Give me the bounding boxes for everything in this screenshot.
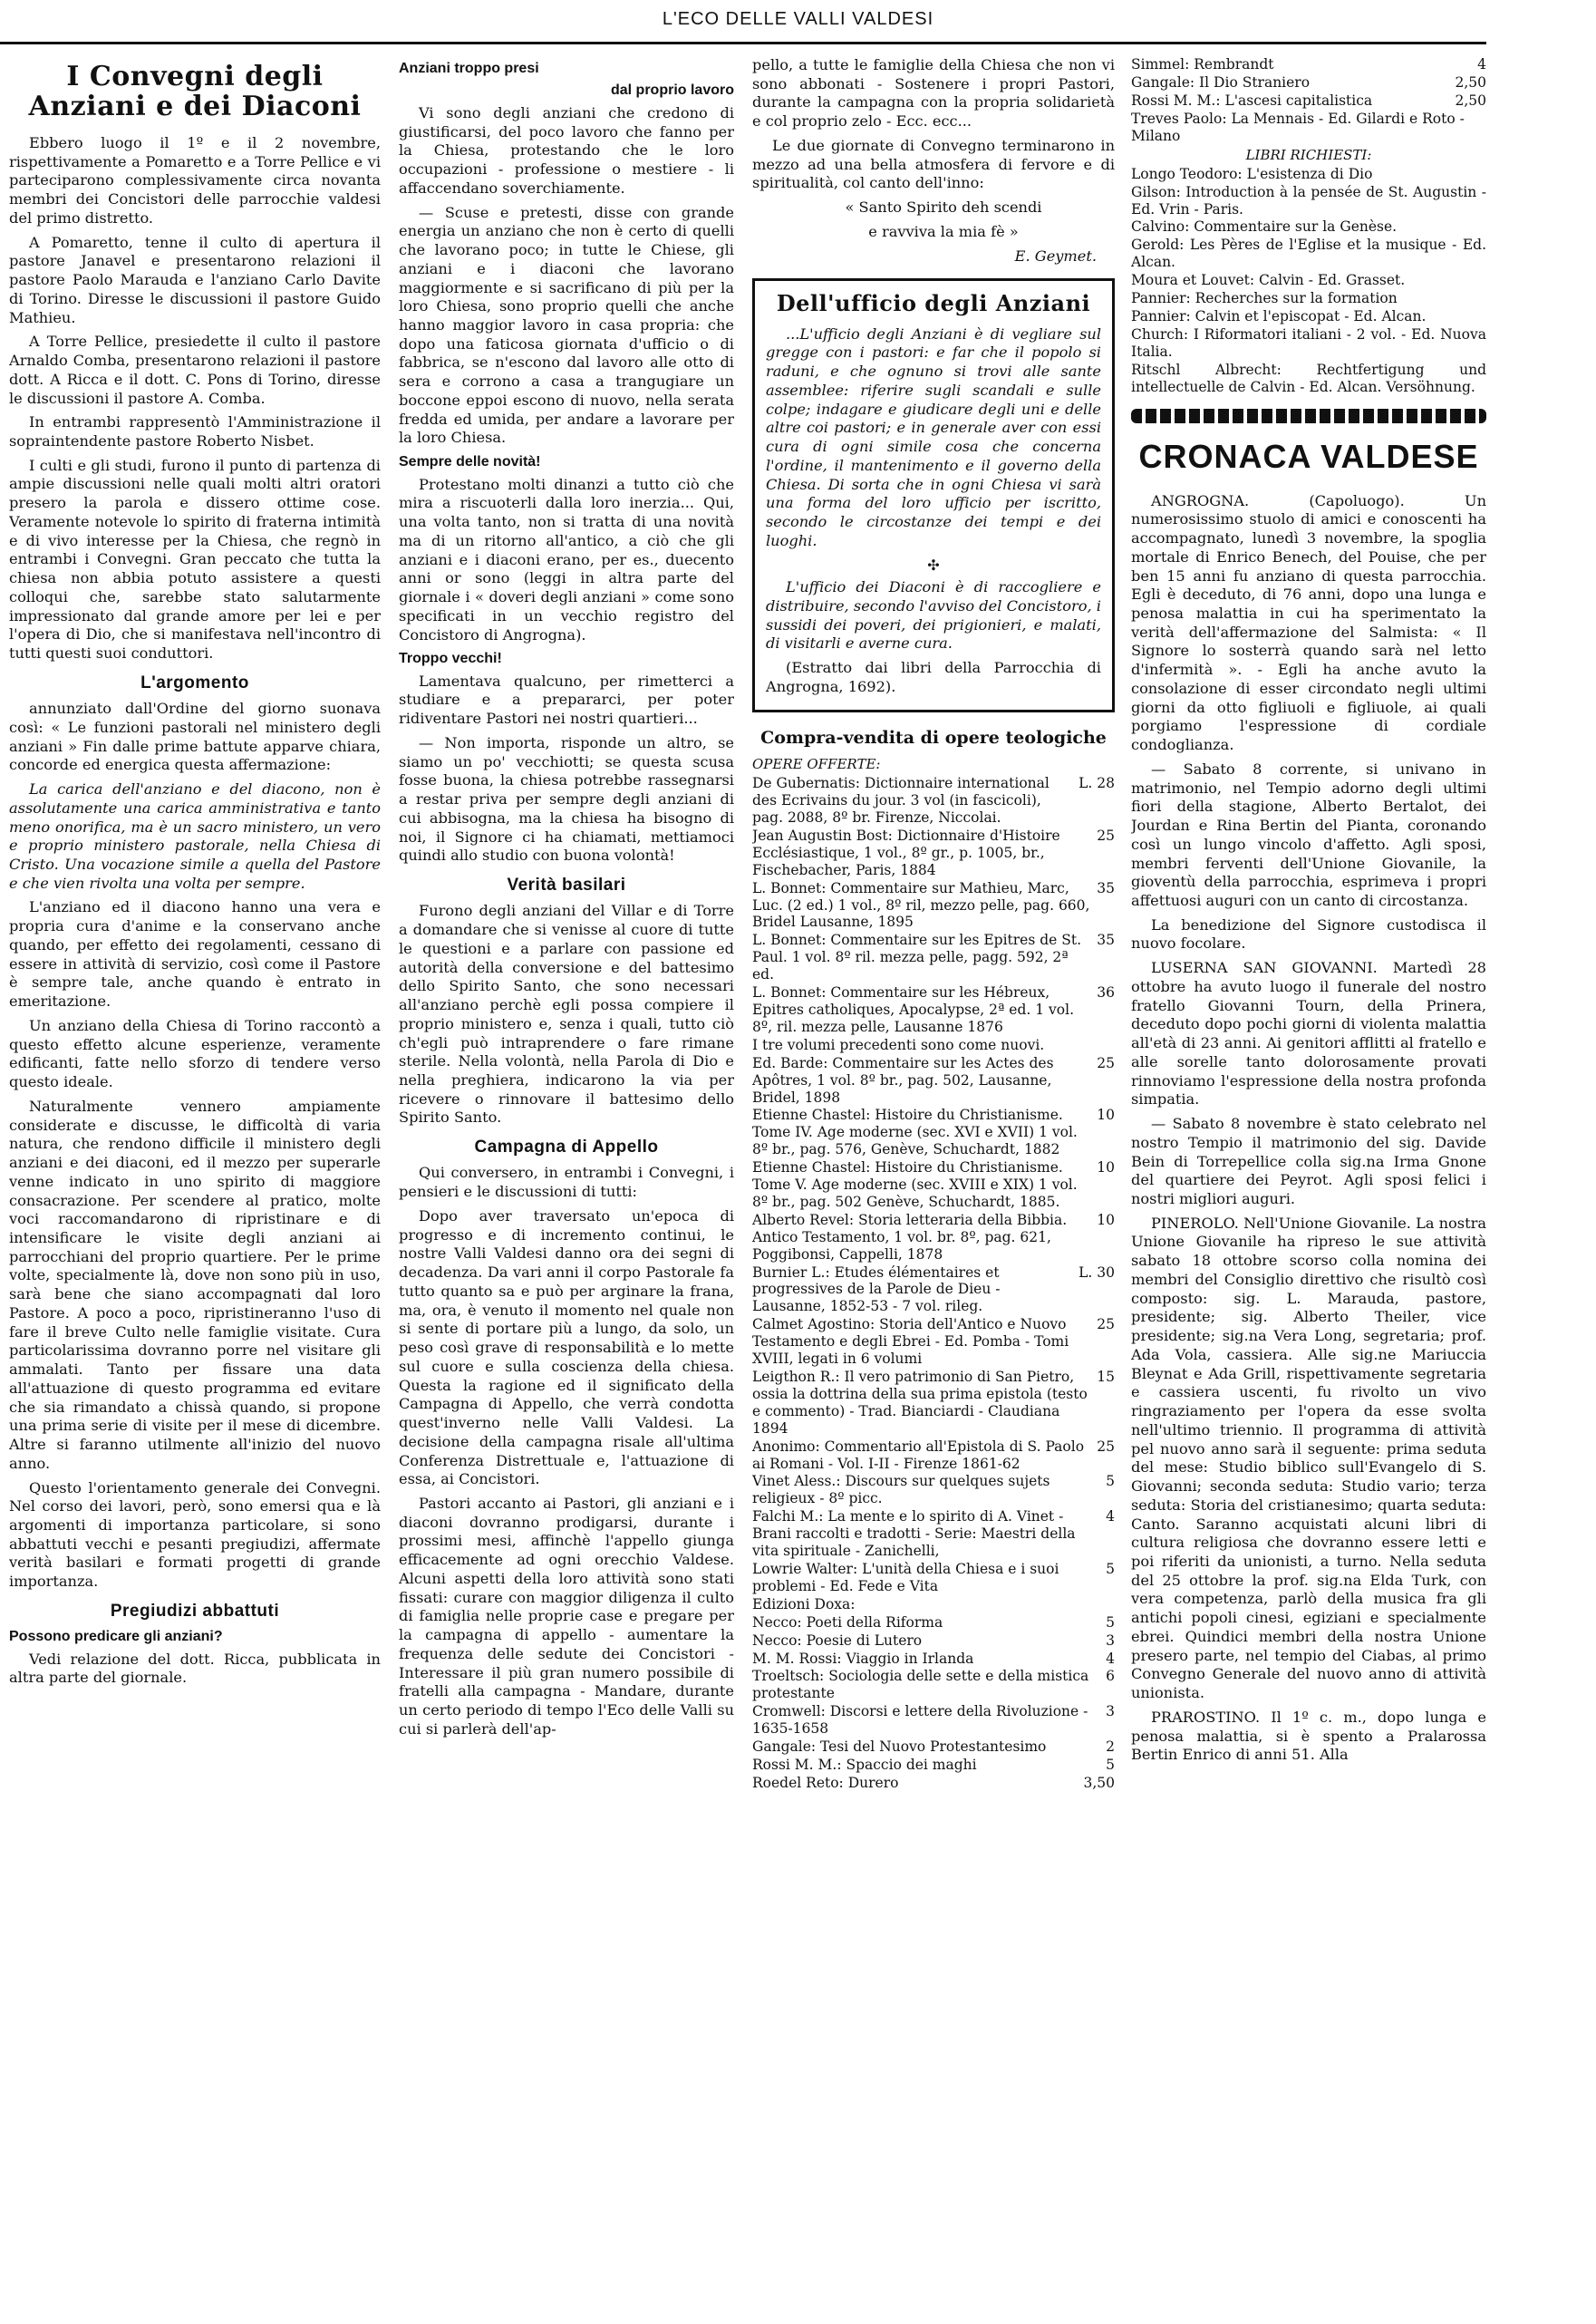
list-subtitle: OPERE OFFERTE: [752,756,881,772]
book-entry-text: Etienne Chastel: Histoire du Christianisme. Tome IV. Age moderne (sec. XVI e XVII) 1 vol. 8º br., pag. 576, Genève, Schuchardt, 1882 [752,1107,1078,1158]
book-entry [752,880,1115,932]
paragraph: Protestano molti dinanzi a tutto ciò che mira a riscuoterli dalla loro inerzia... Qui, una volta tanto, non si tratta di una novità ma di un ritorno all'antico, a ciò che gli anziani e i diaconi erano, per es., duecento anni or sono (leggi in altra parte del giornale i « doveri degli anziani » come sono specificati in un vecchio registro del Concistoro di Angrogna). [399,475,734,644]
book-entry [752,1212,1115,1264]
section-heading: L'argomento [140,673,249,692]
paragraph: A Pomaretto, tenne il culto di apertura il pastore Janavel e presentarono relazioni il pastore Paolo Marauda e l'anziano Carlo Davite di Torino. Diresse le discussioni il pastore Guido Mathieu. [9,233,381,326]
section-heading: Campagna di Appello [474,1138,659,1157]
requested-book-entry: Calvino: Commentaire sur la Genèse. [1131,218,1398,236]
book-entry-text: Rossi M. M.: L'ascesi capitalistica [1131,92,1373,109]
news-item: La benedizione del Signore custodisca il nuovo focolare. [1131,915,1486,953]
book-entry-price: 3,50 [1083,1774,1115,1791]
box-paragraph: ...L'ufficio degli Anziani è di vegliare sul gregge con i pastori: e far che il popolo si raduni, e che ognuno si trovi alle sante assemblee: riferire sugli scandali e sulle colpe; indagare e giudicare degli uni e delle altre coi pastori; e in generale aver con essi cura di ogni simile cosa che concerna l'ordine, il mantenimento e il governo della Chiesa. Di sorta che in ogni Chiesa vi sarà una forma del loro ufficio per iscritto, secondo le circostanze dei tempi e dei luoghi. [766,324,1101,549]
book-entry-text: Anonimo: Commentario all'Epistola di S. Paolo ai Romani - Vol. I-II - Firenze 1861-62 [752,1438,1085,1472]
paragraph: L'anziano ed il diacono hanno una vera e propria cura d'anime e la conservano anche quando, per effetto dei regolamenti, cessano di essere in attività di servizio, così come il Pastore è sempre tale, anche quando è entrato in emeritazione. [9,898,381,1011]
book-entry-text: L. Bonnet: Commentaire sur les Hébreux, Epitres catholiques, Apocalypse, 2ª ed. 1 vol. 8º, ril. mezza pelle, Lausanne 1876 [752,984,1075,1035]
book-entry-price: 3 [1106,1632,1115,1649]
book-entry-text: M. M. Rossi: Viaggio in Irlanda [752,1650,974,1667]
book-entry [752,1264,1115,1316]
paragraph: I culti e gli studi, furono il punto di partenza di ampie discussioni nelle quali molti altri oratori presero la parola e dissero ottime cose. Veramente notevole lo spirito di fraterna intimità e di vivo interesse per la Chiesa, che regnò in entrambi i Convegni. Gran peccato che tutta la chiesa non abbia potuto assistere a questi colloqui che, sarebbe stato salutarmente impressionato dal grande amore per lei e per l'opera di Dio, che si manifestava nell'incontro di tutti questi suoi conduttori. [9,456,381,663]
book-entry [752,1757,1115,1774]
news-item: — Sabato 8 corrente, si univano in matrimonio, nel Tempio adorno degli ultimi fiori della stagione, Alberto Bertalot, dei Jourdan e Rina Bertin del Pianta, coronando così un lungo vincolo d'affetto. Agli sposi, membri ferventi dell'Unione Giovanile, la gioventù della parrocchia, esprimeva i propri affettuosi auguri con un canto di circostanza. [1131,760,1486,909]
section-heading: Pregiudizi abbattuti [110,1601,280,1621]
book-entry-price: 5 [1106,1756,1115,1773]
book-entry-price: 2 [1106,1738,1115,1756]
paragraph: A Torre Pellice, presiedette il culto il pastore Arnaldo Comba, presentarono relazioni il pastore dott. A Ricca e il dott. C. Pons di Torino, diresse le discussioni il pastore A. Comba. [9,333,381,407]
offered-books-list-continued [1131,56,1486,145]
column-4 [1131,56,1486,2313]
news-item: — Sabato 8 novembre è stato celebrato nel nostro Tempio il matrimonio del sig. Davide Bein di Torrepellice colla sig.na Irma Gnone del quartiere dei Peyrot. Agli sposi felici i nostri migliori auguri. [1131,1115,1486,1208]
paragraph: Naturalmente vennero ampiamente considerate e discusse, le difficoltà di varia natura, che rendono difficile il ministero degli anziani e dei diaconi, ed il mezzo per superarle venne indicato in uno spirito di maggiore consacrazione. Per scendere al pratico, molte voci raccomandarono di ripristinare e di intensificare le visite degli anziani ai parrocchiani del proprio quartiere. Per le prime volte, specialmente là, dove non sono più in uso, sarà bene che siano accompagnati dal loro Pastore. A poco a poco, ripristineranno l'uso di fare il breve Culto nelle famiglie visitate. Cura particolarissima dovranno porre nel visitare gli ammalati. Tanto per fissare una data all'attuazione di questo programma ed evitare che sia rimandato a chissà quando, si propone una prima serie di visite per il mese di dicembre. Altre si faranno utilmente all'inizio del nuovo anno. [9,1097,381,1472]
news-item: ANGROGNA. (Capoluogo). Un numerosissimo stuolo di amici e conoscenti ha accompagnato, lunedì 3 novembre, la spoglia mortale di Enrico Benech, del Pouise, che per ben 15 anni fu anziano di questa parrocchia. Egli è deceduto, di 76 anni, dopo una lunga e penosa malattia in cui ha sperimentato la verità dell'affermazione del Salmista: « Il Signore lo sosterrà quando sarà nel letto d'infermità ». - Egli ha anche avuto la consolazione di esser circondato negli ultimi giorni da otto figliuoli e figliuole, ai quali porgiamo l'espressione di cordiale condoglianza. [1131,491,1486,754]
news-item: LUSERNA SAN GIOVANNI. Martedì 28 ottobre ha avuto luogo il funerale del nostro fratello Giovanni Tourn, della Prinera, deceduto dopo pochi giorni di violenta malattia all'età di 23 anni. Ai genitori afflitti al fratello e alle sorelle tanto dolorosamente provati rinnoviamo l'espressione della nostra profonda simpatia. [1131,959,1486,1109]
paragraph: Furono degli anziani del Villar e di Torre a domandare che si venisse al cuore di tutte le questioni e a parlare con passione ed autorità della conversione e del battesimo dello Spirito Santo, che sono necessari all'anziano perchè egli possa compiere il proprio ministero e, senza i quali, tutto ciò ch'egli può intraprendere o fare rimane sterile. Nella volontà, nella Parola di Dio e nella preghiera, indicarono la via per ricevere o rinnovare il battesimo dello Spirito Santo. [399,902,734,1127]
decorative-ornament-band [1131,409,1486,423]
hymn-verse: e ravviva la mia fè » [868,222,1019,240]
book-entry-price: 5 [1106,1613,1115,1631]
requested-book-entry: Pannier: Recherches sur la formation [1131,290,1398,307]
italic-statement: La carica dell'anziano e del diacono, non è assolutamente una carica amministrativa e tanto meno onorifica, ma è un sacro ministero, un vero e proprio ministero pastorale, nella Chiesa di Cristo. Una vocazione simile a quella del Pastore e che vien rivolta una volta per sempre. [9,780,381,892]
book-entry [1131,111,1486,145]
column-2 [399,56,734,2313]
book-entry-price: 6 [1106,1668,1115,1685]
boxed-extract [752,278,1115,712]
book-entry [752,984,1115,1036]
requested-book-entry: Moura et Louvet: Calvin - Ed. Grasset. [1131,272,1406,289]
book-entry [752,1107,1115,1158]
book-entry [752,1775,1115,1792]
book-entry-text: I tre volumi precedenti sono come nuovi. [752,1036,1045,1053]
news-item: PRAROSTINO. Il 1º c. m., dopo lunga e penosa malattia, si è spento a Pralarossa Bertin Enrico di anni 51. Alla [1131,1708,1486,1764]
column-3 [752,56,1115,2313]
book-entry-text: Treves Paolo: La Mennais - Ed. Gilardi e Roto - Milano [1131,110,1465,144]
book-entry [1131,74,1486,92]
box-paragraph: L'ufficio dei Diaconi è di raccogliere e distribuire, secondo l'avviso del Concistoro, i sussidi dei poveri, dei prigionieri, e malati, di visitarli e averne cura. [766,578,1101,653]
cross-ornament: ✣ [927,556,940,574]
book-entry-text: Necco: Poeti della Riforma [752,1613,943,1631]
book-entry-price: 4 [1106,1650,1115,1667]
box-title: Dell'ufficio degli Anziani [776,290,1091,317]
book-entry-price: 4 [1106,1508,1115,1525]
hymn-verse: « Santo Spirito deh scendi [845,199,1042,217]
book-entry [752,1316,1115,1368]
requested-book-entry: Gerold: Les Pères de l'Eglise et la musique - Ed. Alcan. [1131,237,1486,271]
book-entry-price: 35 [1097,932,1115,949]
list-title: Compra-vendita di opere teologiche [760,727,1107,748]
paragraph: Dopo aver traversato un'epoca di progresso e di incremento continui, le nostre Valli Valdesi danno ora dei segni di decadenza. Da vari anni il corpo Pastorale fa tutto quanto sa e può per arginare la frana, ma, ora, è venuto il momento nel quale non si sente di portare più a lungo, da solo, un peso così grave di responsabilità e lo mette sul cuore e sulla coscienza della chiesa. Questa la ragione ed il significato della Campagna di Appello, che verrà condotta quest'inverno nelle Valli Valdesi. La decisione della campagna risale all'ultima Conferenza Distrettuale e, l'attuazione di essa, ai Concistori. [399,1206,734,1488]
book-entry-price: 35 [1097,879,1115,896]
sub-heading: dal proprio lavoro [610,82,734,99]
book-entry-text: Alberto Revel: Storia letteraria della Bibbia. Antico Testamento, 1 vol. br. 8º, pag. 621, Poggibonsi, Cappelli, 1878 [752,1211,1068,1263]
paragraph: Lamentava qualcuno, per rimetterci a studiare e a prepararci, per poter ridiventare Pastori nei nostri quartieri... [399,672,734,728]
book-entry-text: Troeltsch: Sociologia delle sette e della mistica protestante [752,1668,1089,1702]
book-entry-text: Burnier L.: Etudes élémentaires et progressives de la Parole de Dieu - Lausanne, 1852-53 - 7 vol. rileg. [752,1264,1001,1315]
book-entry-price: 3 [1106,1703,1115,1720]
section-heading: Verità basilari [507,876,626,896]
book-entry-text: Ed. Barde: Commentaire sur les Actes des Apôtres, 1 vol. 8º br., pag. 502, Lausanne, Bridel, 1898 [752,1054,1054,1106]
book-entry-price: 15 [1097,1369,1115,1385]
box-source: (Estratto dai libri della Parrocchia di Angrogna, 1692). [766,659,1101,695]
book-entry [752,1738,1115,1756]
book-entry [752,1632,1115,1650]
book-entry-text: Calmet Agostino: Storia dell'Antico e Nuovo Testamento e degli Ebrei - Ed. Pomba - Tomi XVIII, legati in 6 volumi [752,1316,1069,1368]
book-entry [752,1473,1115,1507]
book-entry-price: 2,50 [1455,92,1486,109]
requested-books-list [1131,166,1486,396]
sub-heading: Troppo vecchi! [399,651,502,667]
book-entry-text: Edizioni Doxa: [752,1595,856,1612]
paragraph: Le due giornate di Convegno terminarono in mezzo ad una bella atmosfera di fervore e di spiritualità, col canto dell'inno: [752,136,1115,192]
book-entry [752,828,1115,879]
requested-book-entry: Gilson: Introduction à la pensée de St. Augustin - Ed. Vrin - Paris. [1131,183,1486,218]
book-entry-price: 25 [1097,1438,1115,1455]
running-head: L'ECO DELLE VALLI VALDESI [662,9,934,29]
book-entry [752,1055,1115,1107]
book-entry-text: Cromwell: Discorsi e lettere della Rivoluzione - 1635-1658 [752,1703,1088,1738]
paragraph: In entrambi rappresentò l'Amministrazione il sopraintendente pastore Roberto Nisbet. [9,413,381,450]
paragraph: Pastori accanto ai Pastori, gli anziani e i diaconi dovranno prodigarsi, durante i prossimi mesi, affinchè l'appello giunga efficacemente ad ogni orecchio Valdese. Alcuni aspetti della loro attività sono stati fissati: curare con maggior diligenza il culto di famiglia nelle proprie case e pregare per la campagna di appello - aumentare la frequenza delle sedute dei Concistori - Interessare il più gran numero possibile di fratelli alla campagna - Mandare, durante un certo periodo di tempo l'Eco delle Valli su cui si parlerà dell'ap- [399,1494,734,1738]
book-entry-text: Etienne Chastel: Histoire du Christianisme. Tome V. Age moderne (sec. XVIII e XIX) 1 vol. 8º br., pag. 502 Genève, Schuchardt, 1885. [752,1159,1078,1210]
article-title: I Convegni degli Anziani e dei Diaconi [28,61,362,122]
requested-books-heading: LIBRI RICHIESTI: [1245,146,1372,163]
book-entry-price: 10 [1097,1107,1115,1124]
paragraph: Ebbero luogo il 1º e il 2 novembre, rispettivamente a Pomaretto e a Torre Pellice e vi parteciparono complessivamente circa novanta membri dei Concistori delle parrocchie valdesi del primo distretto. [9,134,381,227]
book-entry [752,932,1115,983]
book-entry [752,1668,1115,1702]
book-entry-price: 25 [1097,1316,1115,1333]
book-entry [752,1561,1115,1595]
book-entry [752,1438,1115,1473]
book-entry [1131,56,1486,73]
sub-heading: Anziani troppo presi [399,61,539,76]
book-entry [752,1369,1115,1438]
paragraph: — Non importa, risponde un altro, se siamo un po' vecchiotti; se questa scusa fosse buona, la chiesa potrebbe rassegnarsi a restar priva per sempre degli anziani di cui abbisogna, ma la chiesa ha bisogno di noi, il Signore ci ha chiamati, mettiamoci quindi allo studio con buona volontà! [399,733,734,865]
book-entry-text: L. Bonnet: Commentaire sur Mathieu, Marc, Luc. (2 ed.) 1 vol., 8º ril, mezzo pelle, pag. 660, Bridel Lausanne, 1895 [752,879,1090,931]
book-entry-text: Falchi M.: La mente e lo spirito di A. Vinet - Brani raccolti e tradotti - Serie: Maestri della vita spirituale - Zanichelli, [752,1508,1076,1560]
column-1 [9,56,381,2313]
book-entry-price: 2,50 [1455,73,1486,91]
book-entry-price: 36 [1097,984,1115,1002]
book-entry-text: Necco: Poesie di Lutero [752,1632,923,1649]
paragraph: Questo l'orientamento generale dei Convegni. Nel corso dei lavori, però, sono emersi qua e là argomenti di importanza particolare, si sono abbattuti vecchi e pesanti pregiudizi, affermate verità basilari e formati progetti di grande importanza. [9,1478,381,1591]
book-entry-text: Roedel Reto: Durero [752,1774,899,1791]
book-entry [752,1508,1115,1560]
author-signature: E. Geymet. [1014,247,1097,265]
book-entry-price: 5 [1106,1560,1115,1577]
offered-books-list [752,775,1115,1792]
book-entry-price: 4 [1477,56,1486,73]
header-rule [0,42,1486,44]
book-entry-text: Simmel: Rembrandt [1131,56,1274,73]
book-entry-text: De Gubernatis: Dictionnaire international des Ecrivains du jour. 3 vol (in fascicoli), pag. 2088, 8º br. Firenze, Niccolai. [752,775,1049,826]
paragraph: Vedi relazione del dott. Ricca, pubblicata in altra parte del giornale. [9,1650,381,1687]
book-entry-price: L. 28 [1079,775,1115,792]
requested-book-entry: Pannier: Calvin et l'episcopat - Ed. Alcan. [1131,307,1427,324]
book-entry-price: 10 [1097,1159,1115,1177]
sub-heading: Sempre delle novità! [399,454,541,470]
book-entry [1131,92,1486,110]
book-entry-text: Gangale: Tesi del Nuovo Protestantesimo [752,1738,1047,1756]
book-entry-text: Leigthon R.: Il vero patrimonio di San Pietro, ossia la dottrina della sua prima epistola (testo e commento) - Trad. Bianciardi - Claudiana 1894 [752,1369,1088,1437]
book-entry [752,1596,1115,1613]
book-entry-price: 25 [1097,827,1115,844]
book-entry [752,1614,1115,1632]
book-entry-text: L. Bonnet: Commentaire sur les Epitres de St. Paul. 1 vol. 8º ril. mezza pelle, pagg. 592, 2ª ed. [752,932,1082,983]
book-entry [752,1651,1115,1668]
requested-book-entry: Church: I Riformatori italiani - 2 vol. - Ed. Nuova Italia. [1131,325,1486,360]
paragraph: pello, a tutte le famiglie della Chiesa che non vi sono abbonati - Sostenere i propri Pastori, durante la campagna con la propria solidarietà e col proprio zelo - Ecc. ecc... [752,56,1115,131]
paragraph: annunziato dall'Ordine del giorno suonava così: « Le funzioni pastorali nel ministero degli anziani » Fin dalle prime battute apparve chiara, concorde ed energica questa affermazione: [9,700,381,774]
book-entry-price: L. 30 [1079,1264,1115,1281]
book-entry-text: Jean Augustin Bost: Dictionnaire d'Histoire Ecclésiastique, 1 vol., 8º gr., p. 1005, br., Fischebacher, Paris, 1884 [752,827,1060,878]
cronaca-title: CRONACA VALDESE [1138,437,1479,475]
paragraph: Un anziano della Chiesa di Torino raccontò a questo effetto alcune esperienze, veramente edificanti, fatte nello sforzo di tendere verso questo ideale. [9,1016,381,1091]
book-entry [752,1037,1115,1054]
news-item: PINEROLO. Nell'Unione Giovanile. La nostra Unione Giovanile ha ripreso le sue attività sabato 18 ottobre scorso colla nomina dei membri del Consiglio direttivo che risultò così composto: sig. L. Marauda, pastore, presidente; sig. Alberto Theiler, vice presidente; sig.na Vera Long, segretaria; prof. Ada Vola, cassiera. Alle sig.ne Mariuccia Bleynat e Ada Grill, rispettivamente segretaria e cassiera uscenti, fu rivolto un vivo ringraziamento per l'opera da esse svolta nell'ultimo triennio. Il programma di attività pel nuovo anno sarà il seguente: prima seduta del mese: Studio biblico sull'Evangelo di S. Giovanni; seconda seduta: Studio vario; terza seduta: Storia del cristianesimo; quarta seduta: Canto. Saranno acquistati alcuni libri di cultura religiosa che dovranno essere letti e poi riferiti da unionisti, a turno. Nella seduta del 25 ottobre la prof. sig.na Elda Turk, con vera competenza, parlò della musica fra gli antichi popoli cinesi, egiziani e specialmente ebrei. Quindici membri della nostra Unione presero parte, nel tempio del Ciabas, al primo Convegno Generale del nuovo anno di attività unionista. [1131,1214,1486,1702]
book-entry-text: Rossi M. M.: Spaccio dei maghi [752,1756,977,1773]
paragraph: Vi sono degli anziani che credono di giustificarsi, del poco lavoro che fanno per la Chiesa, protestando che le loro occupazioni - professione o mestiere - li affaccendano soverchiamente. [399,103,734,197]
sub-heading: Possono predicare gli anziani? [9,1629,223,1645]
book-entry-text: Lowrie Walter: L'unità della Chiesa e i suoi problemi - Ed. Fede e Vita [752,1560,1059,1594]
book-entry-price: 10 [1097,1211,1115,1228]
book-entry-text: Gangale: Il Dio Straniero [1131,73,1311,91]
requested-book-entry: Longo Teodoro: L'esistenza di Dio [1131,165,1373,182]
book-entry-price: 5 [1106,1473,1115,1490]
book-entry [752,775,1115,827]
paragraph: — Scuse e pretesti, disse con grande energia un anziano che non è certo di quelli che lavorano poco; in tutte le Chiese, gli anziani e i diaconi che lavorano maggiormente e si sacrificano di più per la loro Chiesa, sono proprio quelli che anche hanno maggior lavoro in casa propria: che dopo una faticosa giornata d'ufficio o di fabbrica, se n'escono dal lavoro alle otto di sera e corrono a casa a trangugiare un boccone eppoi escono di nuovo, nella serata fredda ed umida, per andare a lavorare per la loro Chiesa. [399,203,734,447]
book-entry [752,1159,1115,1211]
book-entry-price: 25 [1097,1054,1115,1071]
paragraph: Qui conversero, in entrambi i Convegni, i pensieri e le discussioni di tutti: [399,1164,734,1201]
requested-book-entry: Ritschl Albrecht: Rechtfertigung und intellectuelle de Calvin - Ed. Alcan. Versöhnung. [1131,361,1486,395]
book-entry-text: Vinet Aless.: Discours sur quelques sujets religieux - 8º picc. [752,1473,1050,1507]
book-entry [752,1703,1115,1738]
